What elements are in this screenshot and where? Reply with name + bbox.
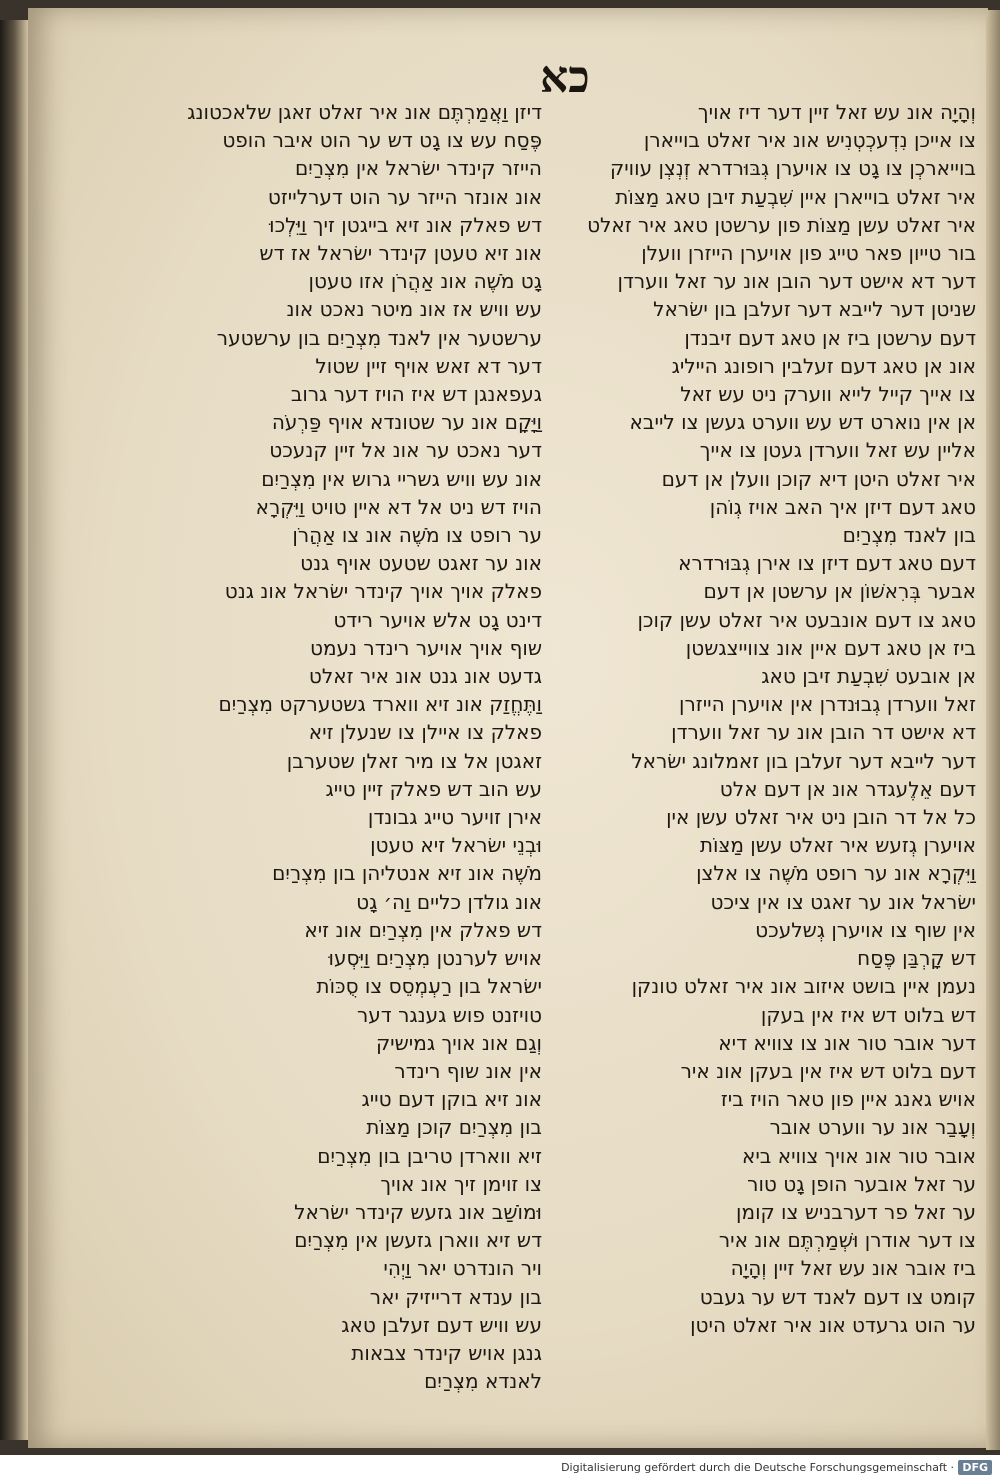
- text-line: וְגַם אונ אויך גמישיק: [375, 1030, 542, 1055]
- text-line: זאל ווערדן גְבוּנדרן אין אויערן הייזרן: [679, 692, 976, 717]
- text-line: צו אייכן נִדְעכְטְנִיש אונ איר זאלט בוייארן: [643, 128, 976, 153]
- text-line: שוף אויך אויער רינדר נעמט: [309, 635, 542, 660]
- text-line: עש וויש אז אונ מיטר נאכט אונ: [286, 297, 542, 322]
- text-line: דער אובר טור אונ צו צוויא דיא: [718, 1030, 976, 1055]
- text-line: אונ זיא בוקן דעם טייג: [361, 1087, 542, 1112]
- text-line: וַתֶּחֱזַק אונ זיא ווארד גשטערקט מִצְרַיִם: [218, 692, 542, 717]
- text-line: דש קָרְבַּן פֶּסַח: [857, 946, 976, 971]
- text-line: ער הוט גרעדט אונ איר זאלט היטן: [690, 1312, 976, 1337]
- funding-notice: Digitalisierung gefördert durch die Deutsche Forschungsgemeinschaft ·: [561, 1461, 954, 1474]
- text-line: דעם ערשטן ביז אן טאג דעם זיבנדן: [684, 325, 976, 350]
- text-line: אבער בְּרִאשׁוֹן אן ערשטן אן דעם: [703, 579, 976, 604]
- text-line: גָט מֹשֶׁה אונ אַהֲרֹן אזו טעטן: [308, 269, 542, 294]
- text-line: זאגטן אל צו מיר זאלן שטערבן: [286, 748, 542, 773]
- text-line: וְהָיָה אונ עש זאל זיין דער דיז אויך: [697, 100, 976, 124]
- text-line: דש בלוט דש איז אין בעקן: [760, 1002, 976, 1027]
- text-line: קומט צו דעם לאנד דש ער געבט: [699, 1284, 976, 1309]
- text-line: ערשטער אין לאנד מִצְרַיִם בון ערשטער: [216, 325, 542, 350]
- text-line: עש הוב דש פאלק זיין טייג: [325, 776, 542, 801]
- text-line: דא אישט דר הובן אונ ער זאל ווערדן: [671, 720, 976, 745]
- text-line: געפאנגן דש איז הויז דער גרוב: [290, 382, 542, 407]
- text-line: דעם בלוט דש איז אין בעקן אונ איר: [680, 1058, 976, 1083]
- text-line: דעם טאג דעם דיזן צו אירן גְבּוּרדרא: [678, 551, 976, 576]
- text-line: אונ אן טאג דעם זעלבין רופונג הייליג: [671, 353, 976, 378]
- text-line: אונ ער זאגט שטעט אויף גנט: [300, 551, 542, 576]
- text-line: דער לייבא דער זעלבן בון זאמלונג ישׂראל: [631, 748, 976, 773]
- text-line: אובר טור אונ אויך צוויא ביא: [741, 1143, 976, 1168]
- text-line: עש וויש דעם זעלבן טאג: [341, 1312, 542, 1337]
- text-line: טאג צו דעם אונבעט איר זאלט עשן קוכן: [637, 607, 976, 632]
- text-line: דער דא זאש אויף זיין שטול: [315, 353, 542, 378]
- text-line: לאנדא מִצְרַיִם: [424, 1369, 542, 1394]
- text-line: שניטן דער לייבא דער זעלבן בון ישׂראל: [653, 297, 976, 322]
- text-line: ער זאל פר דערבניש צו קומן: [736, 1199, 976, 1224]
- book-page-edge: [986, 10, 1000, 1450]
- text-line: אין אונ שוף רינדר: [394, 1058, 542, 1083]
- text-line: אויש גאנג איין פון טאר הויז ביז: [720, 1087, 976, 1112]
- text-line: אין שוף צו אויערן גְשלעכט: [755, 917, 976, 942]
- text-line: דש זיא ווארן גזעשן אין מִצְרַיִם: [294, 1228, 542, 1253]
- text-line: צו זוימן זיך אונ אויך: [380, 1171, 542, 1196]
- text-line: אן אובעט שִׁבְעַת זיבן טאג: [761, 664, 976, 689]
- text-line: וּמוֹשַׁב אונ גזעש קינדר ישׂראל: [294, 1199, 542, 1224]
- text-line: צו דער אודרן וּשְׁמַרְתֶּם אונ איר: [718, 1228, 976, 1253]
- text-line: זיא ווארדן טריבן בון מִצְרַיִם: [317, 1143, 542, 1168]
- text-line: ישׂראל בון רַעְמְסֵס צו סֻכּוֹת: [316, 974, 542, 999]
- text-line: ער זאל אובער הופן גָט טור: [747, 1171, 976, 1196]
- text-line: אונ אונזר הייזר ער הוט דערלייזט: [267, 184, 542, 209]
- text-line: מֹשֶׁה אונ זיא אנטליהן בון מִצְרַיִם: [272, 861, 542, 886]
- text-line: וְעָבַר אונ ער ווערט אובר: [769, 1115, 976, 1140]
- text-line: דער דא אישט דער הובן אונ ער זאל ווערדן: [617, 269, 976, 294]
- text-line: דינט גָט אלש אויער רידט: [333, 607, 542, 632]
- text-line: בון מִצְרַיִם קוכן מַצּוֹת: [366, 1115, 542, 1140]
- text-line: דער נאכט ער אונ אל זיין קנעכט: [269, 438, 542, 463]
- text-line: טויזנט פוש גענגר דער: [357, 1002, 542, 1027]
- text-line: וַיִּקְרָא אונ ער רופט מֹשֶׁה צו אלצן: [696, 861, 976, 886]
- text-line: פאלק אויך אויך קינדר ישׂראל אונ גנט: [224, 579, 542, 604]
- text-line: דש פאלק אין מִצְרַיִם אונ זיא: [304, 917, 542, 942]
- text-line: וַיָּקָם אונ ער שטונדא אויף פַּרְעֹה: [271, 410, 542, 435]
- text-line: אונ עש וויש גשריי גרוש אין מִצְרַיִם: [261, 466, 542, 491]
- text-line: כל אל דר הובן ניט איר זאלט עשן אין: [666, 805, 976, 830]
- text-line: נעמן איין בושט איזוב אונ איר זאלט טונקן: [631, 974, 976, 999]
- text-line: פֶּסַח עש צו גָט דש ער הוט איבר הופט: [222, 128, 542, 153]
- text-line: הויז דש ניט אל דא איין טויט וַיִּקְרָא: [255, 494, 542, 519]
- text-line: וּבְנֵי ישׂראל זיא טעטן: [370, 833, 542, 858]
- text-line: גדעט אונ גנט אונ איר זאלט: [308, 664, 542, 689]
- text-line: ער רופט צו מֹשֶׁה אונ צו אַהֲרֹן: [292, 523, 542, 548]
- footer-bar: [0, 1455, 1000, 1482]
- text-line: דיזן וַאֲמַרְתֶּם אונ איר זאלט זאגן שלאכטונג: [187, 100, 542, 124]
- text-line: אירן זויער טייג גבונדן: [367, 805, 542, 830]
- text-line: בור טייון פאר טייג פון אויערן הייזרן וועלן: [641, 241, 976, 266]
- folio-number: כא: [540, 52, 590, 103]
- text-line: אן אין נוארט דש עש ווערט געשן צו לייבא: [629, 410, 976, 435]
- text-line: ישׂראל אונ ער זאגט צו אין ציכט: [710, 889, 976, 914]
- text-line: דש פאלק אונ זיא בייגטן זיך וַיֵּלְכוּ: [269, 212, 542, 237]
- text-line: ויר הונדרט יאר וַיְהִי: [383, 1256, 542, 1281]
- dfg-logo: DFG: [958, 1460, 992, 1475]
- text-line: אונ זיא טעטן קינדר ישׂראל אז דש: [259, 241, 542, 266]
- text-line: פאלק צו איילן צו שנעלן זיא: [308, 720, 542, 745]
- text-line: אליין עש זאל ווערדן געטן צו אייך: [699, 438, 976, 463]
- text-line: אונ גולדן כליים וַה׳ גָט: [356, 889, 542, 914]
- text-line: דעם אֵלֶעגדר אונ אן דעם אלט: [719, 776, 976, 801]
- text-line: ביז אן טאג דעם איין אונ צווייצגשטן: [685, 635, 976, 660]
- text-column-left: [180, 98, 542, 1394]
- text-line: אויערן גְזעש איר זאלט עשן מַצּוֹת: [699, 833, 976, 858]
- text-line: צו אייך קייל לייא ווערק ניט עש זאל: [680, 382, 976, 407]
- text-line: בון ענדא דרייזיק יאר: [369, 1284, 542, 1309]
- text-line: איר זאלט עשן מַצּוֹת פון ערשטן טאג איר זאלט: [587, 212, 976, 237]
- text-line: טאג דעם דיזן איך האב אויז גְוֹהן: [709, 494, 976, 519]
- text-line: אויש לערנטן מִצְרַיִם וַיִּסְעוּ: [328, 946, 542, 971]
- text-line: גנגן אויש קינדר צבאות: [351, 1340, 542, 1365]
- text-line: איר זאלט בוייארן איין שִׁבְעַת זיבן טאג מַצּוֹת: [615, 184, 976, 209]
- text-line: הייזר קינדר ישׂראל אין מִצְרַיִם: [295, 156, 542, 181]
- text-line: איר זאלט היטן דיא קוכן וועלן אן דעם: [661, 466, 976, 491]
- text-line: ביז אובר אונ עש זאל זיין וְהָיָה: [730, 1256, 976, 1281]
- text-line: בון לאנד מִצְרַיִם: [842, 523, 976, 548]
- text-line: בוייארכְן צו גָט צו אויערן גְבּוּרדרא זְנְצְן עוויק: [610, 156, 976, 181]
- text-column-right: [566, 98, 976, 1337]
